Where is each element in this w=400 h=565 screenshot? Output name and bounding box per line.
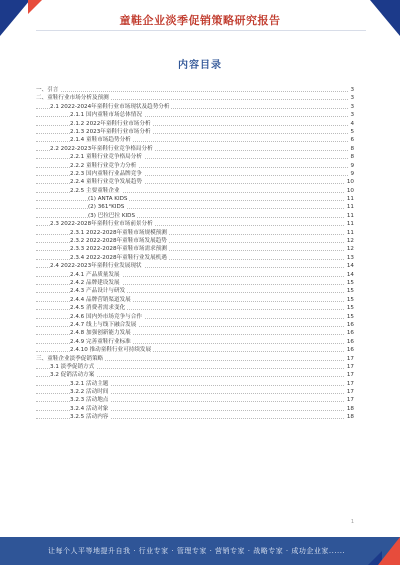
toc-leader-dots	[36, 208, 348, 209]
toc-entry[interactable]	[36, 355, 354, 363]
toc-entry-page: 14	[346, 263, 354, 270]
toc-entry-label: 三、童鞋企业淡季促销策略	[36, 355, 104, 362]
toc-entry-page: 15	[346, 296, 354, 303]
toc-entry-label: 2.1.4 童鞋市场趋势分析	[70, 137, 131, 144]
toc-entry[interactable]	[36, 304, 354, 312]
toc-entry-label: 3.2.2 活动时间	[70, 389, 109, 396]
toc-heading: 内容目录	[178, 60, 222, 71]
toc-leader-dots	[36, 91, 348, 92]
toc-entry-label: 3.2 促销活动方案	[50, 372, 95, 379]
toc-entry-label: 2.2.4 童鞋行业竞争发展趋势	[70, 179, 142, 186]
toc-entry-label: 2.4.2 品牌建设发展	[70, 279, 120, 286]
toc-entry-page: 17	[346, 372, 354, 379]
toc-entry-label: 2.3.4 2022-2028年童鞋行业发展机遇	[70, 254, 167, 261]
toc-entry[interactable]	[36, 313, 354, 321]
toc-entry-page: 16	[346, 338, 354, 345]
toc-entry-label: 2.2.2 童鞋行业竞争力分析	[70, 162, 137, 169]
toc-entry-page: 3	[350, 87, 354, 93]
toc-entry[interactable]	[36, 229, 354, 237]
toc-entry-label: 2.1.1 国内童鞋市场总体情况	[70, 112, 142, 119]
toc-entry[interactable]	[36, 162, 354, 170]
toc-entry-label: 2.4.8 加强创新能力发展	[70, 330, 131, 337]
toc-entry[interactable]	[36, 212, 354, 220]
toc-entry[interactable]	[36, 254, 354, 262]
toc-entry-page: 4	[350, 120, 354, 127]
toc-entry[interactable]	[36, 103, 354, 111]
toc-entry-label: 2.4.4 品牌营销渠道发展	[70, 296, 131, 303]
toc-entry-page: 3	[350, 112, 354, 119]
toc-entry-page: 17	[346, 363, 354, 370]
toc-entry[interactable]	[36, 153, 354, 161]
toc-entry-page: 13	[346, 254, 354, 261]
table-of-contents	[36, 86, 354, 422]
toc-entry-label: 2.3.2 2022-2028年童鞋市场发展趋势	[70, 238, 167, 245]
toc-entry-page: 12	[346, 238, 354, 245]
toc-entry[interactable]	[36, 321, 354, 329]
toc-entry-page: 15	[346, 288, 354, 295]
toc-entry-label: 2.1.2 2022年童鞋行业市场分析	[70, 120, 151, 127]
toc-entry[interactable]	[36, 287, 354, 295]
toc-entry[interactable]	[36, 271, 354, 279]
toc-entry[interactable]	[36, 237, 354, 245]
toc-entry-label: 2.1 2022-2024年童鞋行业市场现状及趋势分析	[50, 103, 170, 110]
toc-entry-label: (3) 巴拉巴拉 KIDS	[88, 212, 136, 219]
toc-entry-page: 10	[346, 187, 354, 194]
header-divider	[36, 30, 366, 31]
toc-entry[interactable]	[36, 405, 354, 413]
toc-entry-label: (2) 361°KIDS	[88, 204, 125, 211]
toc-entry[interactable]	[36, 111, 354, 119]
toc-entry[interactable]	[36, 178, 354, 186]
toc-entry-page: 17	[346, 355, 354, 362]
toc-entry-page: 3	[350, 103, 354, 110]
toc-entry[interactable]	[36, 262, 354, 270]
toc-entry-page: 17	[346, 380, 354, 387]
toc-entry-label: 3.2.5 活动内容	[70, 414, 109, 421]
toc-entry-label: 3.1 淡季促销方式	[50, 363, 95, 370]
footer-decoration-accent	[378, 537, 400, 565]
toc-entry-label: 2.4.6 国内外市场竞争与合作	[70, 313, 142, 320]
toc-entry-page: 12	[346, 246, 354, 253]
toc-entry-page: 3	[350, 95, 354, 102]
toc-entry-label: 2.4.1 产品质量发展	[70, 271, 120, 278]
toc-entry-label: 2.4.7 线上与线下融合发展	[70, 321, 137, 328]
toc-entry[interactable]	[36, 279, 354, 287]
toc-entry-label: 3.2.3 活动地点	[70, 397, 109, 404]
toc-entry-page: 16	[346, 347, 354, 354]
toc-entry-page: 11	[346, 212, 354, 219]
toc-entry-label: 3.2.1 活动主题	[70, 380, 109, 387]
toc-entry-page: 8	[350, 154, 354, 161]
toc-entry[interactable]	[36, 145, 354, 153]
toc-entry-label: 2.4 2022-2023年童鞋行业发展现状	[50, 263, 142, 270]
toc-entry-page: 17	[346, 389, 354, 396]
toc-entry[interactable]	[36, 363, 354, 371]
toc-entry-page: 10	[346, 179, 354, 186]
document-title: 童鞋企业淡季促销策略研究报告	[119, 14, 281, 27]
page-number: 1	[350, 519, 354, 525]
toc-entry-page: 9	[350, 162, 354, 169]
footer-slogan: 让每个人平等地提升自我 · 行业专家 · 管理专家 · 营销专家 · 战略专家 · 成功企业家......	[48, 547, 346, 555]
toc-entry-page: 11	[346, 196, 354, 203]
toc-entry[interactable]	[36, 329, 354, 337]
toc-entry-label: (1) ANTA KIDS	[88, 196, 128, 203]
header-band	[0, 0, 400, 36]
toc-entry-page: 15	[346, 279, 354, 286]
toc-entry-label: 2.2 2022-2023年童鞋行业竞争格局分析	[50, 145, 153, 152]
toc-entry-label: 2.3 2022-2028年童鞋行业市场前景分析	[50, 221, 153, 228]
toc-entry[interactable]	[36, 94, 354, 102]
toc-entry[interactable]	[36, 120, 354, 128]
toc-entry[interactable]	[36, 338, 354, 346]
toc-entry-page: 15	[346, 305, 354, 312]
toc-entry[interactable]	[36, 220, 354, 228]
toc-entry-label: 2.4.3 产品设计与研发	[70, 288, 126, 295]
toc-entry-label: 2.2.5 主要童鞋企业	[70, 187, 120, 194]
toc-entry-page: 11	[346, 229, 354, 236]
toc-entry[interactable]	[36, 203, 354, 211]
toc-leader-dots	[36, 200, 348, 201]
toc-entry[interactable]	[36, 346, 354, 354]
footer-band	[0, 537, 400, 565]
toc-entry-label: 3.2.4 活动对象	[70, 405, 109, 412]
toc-entry-page: 8	[350, 145, 354, 152]
toc-entry[interactable]	[36, 86, 354, 94]
toc-entry-label: 2.2.1 童鞋行业竞争格局分析	[70, 154, 142, 161]
toc-entry-label: 2.3.1 2022-2028年童鞋市场规模预测	[70, 229, 167, 236]
toc-entry-label: 二、童鞋行业市场分析及预测	[36, 95, 109, 102]
toc-entry[interactable]	[36, 396, 354, 404]
toc-entry-label: 2.4.10 推动童鞋行业可持续发展	[70, 347, 152, 354]
toc-entry-page: 16	[346, 330, 354, 337]
toc-entry-label: 2.2.3 国内童鞋行业品牌竞争	[70, 170, 142, 177]
toc-entry[interactable]	[36, 170, 354, 178]
toc-entry[interactable]	[36, 296, 354, 304]
toc-entry-page: 11	[346, 204, 354, 211]
toc-entry-page: 14	[346, 271, 354, 278]
toc-entry-page: 17	[346, 397, 354, 404]
toc-entry[interactable]	[36, 136, 354, 144]
toc-entry-page: 5	[350, 128, 354, 135]
toc-entry-page: 18	[346, 414, 354, 421]
toc-entry[interactable]	[36, 195, 354, 203]
toc-entry-label: 2.3.3 2022-2028年童鞋市场需求预测	[70, 246, 167, 253]
toc-entry-label: 2.4.9 完善童鞋行业标准	[70, 338, 131, 345]
toc-entry[interactable]	[36, 187, 354, 195]
toc-entry-page: 9	[350, 170, 354, 177]
toc-entry-page: 16	[346, 321, 354, 328]
toc-entry-page: 15	[346, 313, 354, 320]
toc-entry[interactable]	[36, 245, 354, 253]
toc-entry-label: 2.4.5 消费者需求变化	[70, 305, 126, 312]
toc-entry[interactable]	[36, 388, 354, 396]
toc-entry[interactable]	[36, 371, 354, 379]
toc-entry-label: 一、引言	[36, 87, 59, 93]
toc-entry-page: 6	[350, 137, 354, 144]
toc-entry[interactable]	[36, 380, 354, 388]
toc-entry-page: 18	[346, 405, 354, 412]
toc-leader-dots	[36, 217, 348, 218]
toc-entry[interactable]	[36, 128, 354, 136]
toc-entry-label: 2.1.3 2023年童鞋行业市场分析	[70, 128, 151, 135]
toc-entry-page: 11	[346, 221, 354, 228]
toc-entry[interactable]	[36, 413, 354, 421]
